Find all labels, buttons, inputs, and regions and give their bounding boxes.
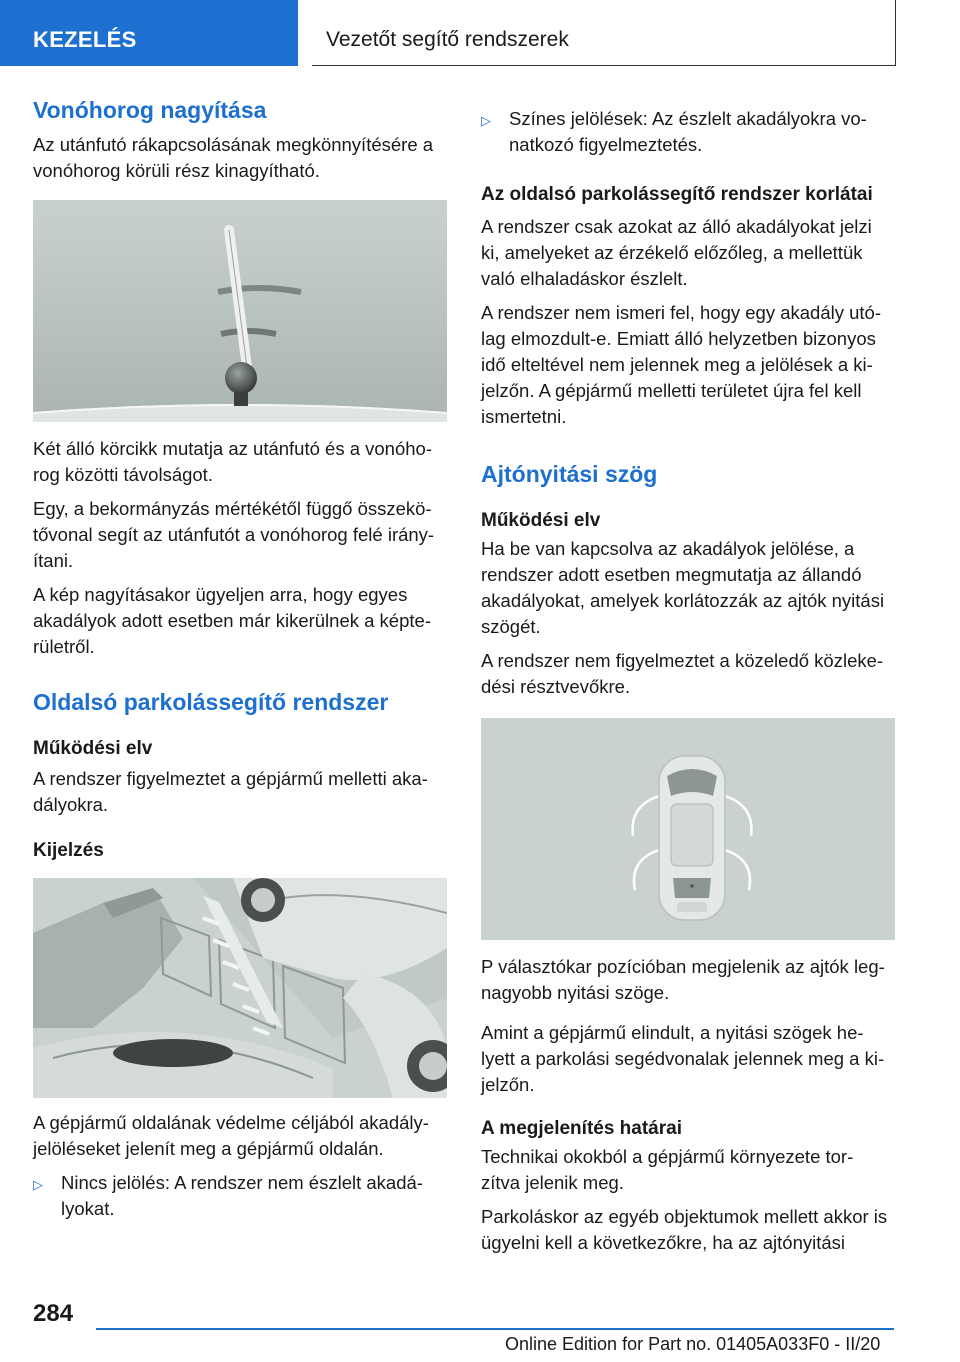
footer-divider [96,1328,894,1330]
side-parking-illustration [33,878,447,1098]
figure-hitch-zoom [33,200,447,422]
heading-side-parking: Oldalsó parkolássegítő rendszer [33,689,389,715]
heading-door-function: Működési elv [481,510,601,531]
figure-door-angle [481,718,895,940]
header-chapter-title: Vezetőt segítő rendszerek [326,28,569,51]
paragraph-steering-line: Egy, a bekormányzás mértékétől függő összekö- tővonal segít az utánfutót a vonóhorog felé irány- ítani. [33,498,435,571]
heading-function-principle: Működési elv [33,738,153,759]
paragraph-zoom-warning: A kép nagyításakor ügyeljen arra, hogy egyes akadályok adott esetben már kikerülnek a képte- rületről. [33,584,431,657]
heading-display: Kijelzés [33,840,104,861]
hitch-zoom-illustration [33,200,447,422]
paragraph-function-principle: A rendszer figyelmeztet a gépjármű melletti aka- dályokra. [33,768,428,815]
heading-door-angle: Ajtónyitási szög [481,461,658,487]
paragraph-moving: Amint a gépjármű elindult, a nyitási szögek he- lyett a parkolási segédvonalak jelennek meg a ki- jelzőn. [481,1022,885,1095]
paragraph-p-position: P választókar pozícióban megjelenik az ajtók leg- nagyobb nyitási szöge. [481,956,885,1003]
heading-display-limits: A megjelenítés határai [481,1118,682,1139]
door-angle-illustration [481,718,895,940]
paragraph-door-2: A rendszer nem figyelmeztet a közeledő közleke- dési résztvevőkre. [481,650,884,697]
paragraph-hitch-zoom: Az utánfutó rákapcsolásának megkönnyítésére a vonóhorog körüli rész kinagyítható. [33,134,434,181]
bullet-colored-marking [481,106,895,158]
paragraph-circle-segments: Két álló körcikk mutatja az utánfutó és a vonóho- rog közötti távolságot. [33,438,432,485]
bullet-colored-marking-text: Színes jelölések: Az észlelt akadályokra vo- natkozó figyelmeztetés. [509,108,867,155]
triangle-bullet-icon: ▷ [33,1177,43,1192]
paragraph-door-1: Ha be van kapcsolva az akadályok jelölése, a rendszer adott esetben megmutatja az állandó akadályokat, amelyek korlátozzák az ajtók nyitási szögét. [481,538,885,637]
heading-hitch-zoom: Vonóhorog nagyítása [33,97,267,123]
heading-side-parking-limits: Az oldalsó parkolássegítő rendszer korlátai [481,184,873,205]
footer-edition-text: Online Edition for Part no. 01405A033F0 - II/20 [505,1334,881,1354]
left-column [33,96,447,1222]
figure-side-parking [33,878,447,1098]
paragraph-distorted: Technikai okokból a gépjármű környezete tor- zítva jelenik meg. [481,1146,854,1193]
page-number: 284 [33,1300,74,1327]
paragraph-limits-1: A rendszer csak azokat az álló akadályokat jelzi ki, amelyeket az érzékelő előzőleg, a mellettük való elhaladáskor észlelt. [481,216,872,289]
paragraph-parking-care: Parkoláskor az egyéb objektumok mellett akkor is ügyelni kell a következőkre, ha az ajtónyitási [481,1206,888,1253]
bullet-no-marking [33,1170,447,1222]
paragraph-display: A gépjármű oldalának védelme céljából akadály- jelöléseket jelenít meg a gépjármű oldalán. [33,1112,429,1159]
right-column [481,106,895,1256]
triangle-bullet-icon: ▷ [481,113,491,128]
bullet-no-marking-text: Nincs jelölés: A rendszer nem észlelt akadá- lyokat. [61,1172,423,1219]
header-section-title: KEZELÉS [33,27,137,52]
paragraph-limits-2: A rendszer nem ismeri fel, hogy egy akadály utó- lag elmozdult-e. Emiatt álló helyzetben bizonyos idő elteltével nem jelennek meg a jelölések a ki- jelzőn. A gépjármű melletti területet újra fel kell ismertetni. [481,302,881,427]
